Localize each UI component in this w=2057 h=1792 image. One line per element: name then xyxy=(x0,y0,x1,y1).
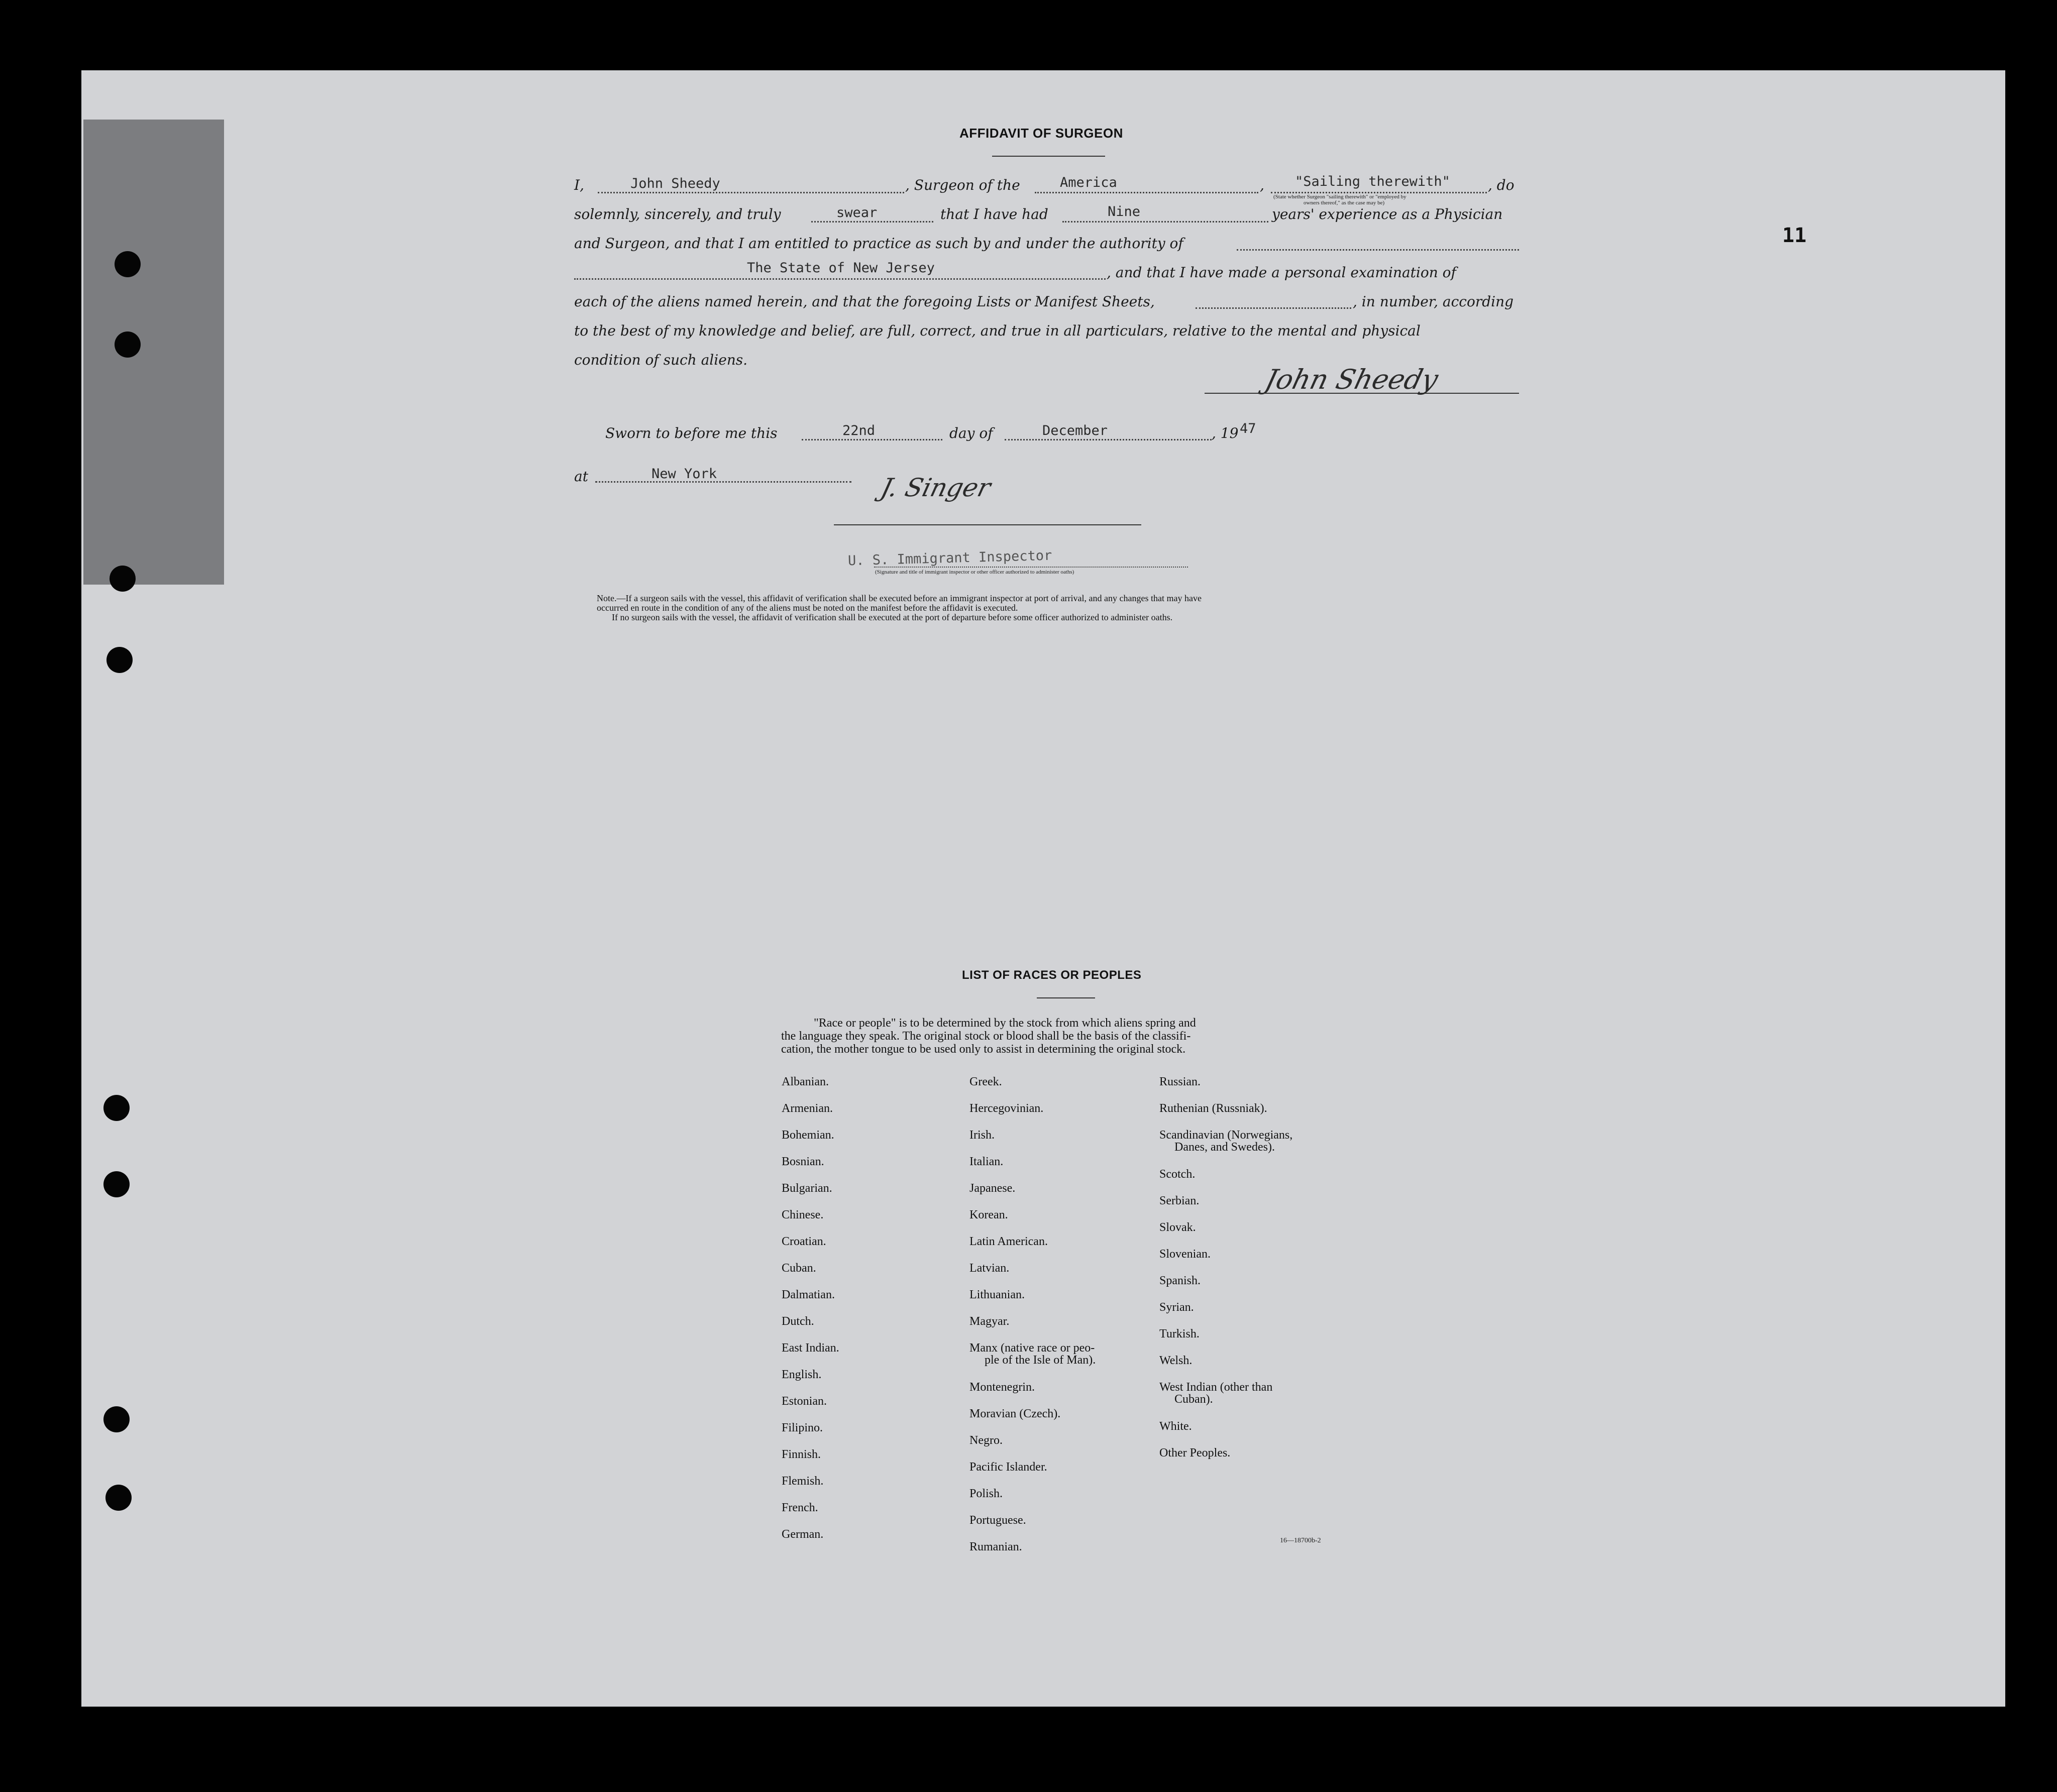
text-do: , do xyxy=(1488,177,1514,193)
text-condition: condition of such aliens. xyxy=(574,352,748,368)
oath-line xyxy=(811,221,933,222)
race-item: French. xyxy=(782,1501,818,1514)
oath-value: swear xyxy=(836,205,878,220)
page-number: 11 xyxy=(1782,224,1807,247)
race-item: Irish. xyxy=(969,1129,995,1142)
authority-line-2 xyxy=(574,278,1106,280)
sworn-day-line xyxy=(802,439,942,440)
sheets-number-line xyxy=(1196,307,1351,309)
text-best-knowledge: to the best of my knowledge and belief, are full, correct, and true in all particulars, relative to the mental and physical xyxy=(574,322,1421,339)
text-i: I, xyxy=(574,177,584,193)
vessel-line xyxy=(1035,192,1258,193)
race-item: Welsh. xyxy=(1159,1354,1193,1367)
race-item: Filipino. xyxy=(782,1421,823,1434)
surgeon-signature: John Sheedy xyxy=(1262,364,1442,395)
binding-hole xyxy=(103,1171,130,1197)
race-item: Syrian. xyxy=(1159,1301,1194,1314)
inspector-note: (Signature and title of immigrant inspector or other officer authorized to administer oaths) xyxy=(875,569,1074,575)
capacity-value: "Sailing therewith" xyxy=(1295,174,1450,189)
races-column-2 xyxy=(969,1076,1160,1567)
inspector-title-value: U. S. Immigrant Inspector xyxy=(847,547,1052,569)
race-item: Slovenian. xyxy=(1159,1248,1211,1261)
sworn-day-value: 22nd xyxy=(842,423,876,438)
race-item: Moravian (Czech). xyxy=(969,1407,1061,1420)
title-underline xyxy=(992,156,1105,157)
binding-tab xyxy=(83,120,224,585)
text-year-prefix: , 19 xyxy=(1212,425,1239,441)
race-item: Pacific Islander. xyxy=(969,1461,1047,1474)
race-item: Cuban. xyxy=(782,1262,816,1275)
inspector-signature: J. Singer xyxy=(878,473,994,502)
race-item: Spanish. xyxy=(1159,1274,1201,1287)
text-sworn: Sworn to before me this xyxy=(605,425,778,441)
race-item: English. xyxy=(782,1368,822,1381)
vessel-value: America xyxy=(1060,175,1117,190)
race-item: Scotch. xyxy=(1159,1168,1196,1181)
sworn-month-value: December xyxy=(1042,423,1108,438)
race-item: Slovak. xyxy=(1159,1221,1196,1234)
race-item: Greek. xyxy=(969,1075,1002,1088)
binding-hole xyxy=(115,251,141,277)
race-item: White. xyxy=(1159,1420,1192,1433)
race-item: Albanian. xyxy=(782,1075,829,1088)
surgeon-name-value: John Sheedy xyxy=(630,176,720,191)
race-item: Rumanian. xyxy=(969,1540,1022,1553)
race-item: Montenegrin. xyxy=(969,1381,1035,1394)
binding-hole xyxy=(115,331,141,358)
race-item: Serbian. xyxy=(1159,1194,1200,1207)
race-item: Scandinavian (Norwegians, Danes, and Swedes). xyxy=(1159,1129,1293,1154)
race-item: Ruthenian (Russniak). xyxy=(1159,1102,1267,1115)
race-item: Armenian. xyxy=(782,1102,833,1115)
race-item: Korean. xyxy=(969,1208,1008,1221)
race-item: Polish. xyxy=(969,1487,1003,1500)
race-item: Bulgarian. xyxy=(782,1182,832,1195)
binding-hole xyxy=(103,1406,130,1432)
sworn-place-value: New York xyxy=(652,466,717,482)
race-item: Latin American. xyxy=(969,1235,1048,1248)
sworn-place-line xyxy=(595,481,851,483)
race-item: Bohemian. xyxy=(782,1129,834,1142)
races-title-underline xyxy=(1037,997,1095,998)
sworn-month-line xyxy=(1005,439,1212,440)
text-solemnly: solemnly, sincerely, and truly xyxy=(574,206,781,222)
race-item: Lithuanian. xyxy=(969,1288,1025,1301)
sworn-year-value: 47 xyxy=(1240,421,1256,436)
race-item: Hercegovinian. xyxy=(969,1102,1044,1115)
race-item: Negro. xyxy=(969,1434,1003,1447)
years-value: Nine xyxy=(1108,204,1141,219)
race-item: Italian. xyxy=(969,1155,1004,1168)
affidavit-title: AFFIDAVIT OF SURGEON xyxy=(959,126,1123,141)
race-item: Japanese. xyxy=(969,1182,1016,1195)
binding-hole xyxy=(105,1485,132,1511)
race-item: Finnish. xyxy=(782,1448,821,1461)
race-item: Other Peoples. xyxy=(1159,1446,1231,1460)
races-intro: "Race or people" is to be determined by the stock from which aliens spring and the language they speak. The original stock or blood shall be the basis of the classifi- cation, the mother tongue to be used only to assist in determining the original stock. xyxy=(781,1017,1196,1056)
binding-hole xyxy=(106,647,133,673)
race-item: Magyar. xyxy=(969,1315,1010,1328)
form-number: 16—18700b-2 xyxy=(1280,1537,1321,1544)
races-column-3 xyxy=(1159,1076,1350,1474)
race-item: Bosnian. xyxy=(782,1155,824,1168)
race-item: Flemish. xyxy=(782,1475,824,1488)
years-line xyxy=(1062,221,1268,222)
binding-hole xyxy=(103,1095,130,1121)
authority-value: The State of New Jersey xyxy=(747,260,935,276)
text-that-i-have-had: that I have had xyxy=(940,206,1048,222)
race-item: West Indian (other than Cuban). xyxy=(1159,1381,1273,1406)
affidavit-note: Note.—If a surgeon sails with the vessel, this affidavit of verification shall be executed before an immigrant inspector at port of arrival, and any changes that may have occurred en route in the condition of any of the aliens must be noted on the manifest before the affidavit is executed. If no surgeon sails with the vessel, the affidavit of verification shall be executed at the port of departure before some officer authorized to administer oaths. xyxy=(597,593,1202,622)
race-item: East Indian. xyxy=(782,1341,839,1355)
text-at: at xyxy=(574,468,588,485)
binding-hole xyxy=(110,566,136,592)
text-in-number: , in number, according xyxy=(1353,293,1514,310)
race-item: Turkish. xyxy=(1159,1327,1200,1340)
races-column-1 xyxy=(782,1076,972,1555)
race-item: Manx (native race or peo- ple of the Isle of Man). xyxy=(969,1341,1096,1367)
race-item: Dutch. xyxy=(782,1315,814,1328)
text-and-surgeon: and Surgeon, and that I am entitled to practice as such by and under the authority of xyxy=(574,235,1183,252)
text-day-of: day of xyxy=(949,425,993,441)
race-item: Portuguese. xyxy=(969,1514,1026,1527)
text-surgeon-of: , Surgeon of the xyxy=(905,177,1020,193)
inspector-title-line xyxy=(874,567,1188,568)
text-comma: , xyxy=(1260,177,1264,193)
race-item: Russian. xyxy=(1159,1075,1201,1088)
text-each-of-aliens: each of the aliens named herein, and that the foregoing Lists or Manifest Sheets, xyxy=(574,293,1155,310)
text-personal-exam: , and that I have made a personal examination of xyxy=(1107,264,1456,281)
capacity-note: (State whether Surgeon "sailing therewith" or "employed by owners thereof," as the case may be) xyxy=(1273,194,1406,206)
race-item: Croatian. xyxy=(782,1235,826,1248)
inspector-signature-line xyxy=(834,524,1141,525)
surgeon-name-line xyxy=(598,192,904,193)
race-item: Chinese. xyxy=(782,1208,824,1221)
race-item: Estonian. xyxy=(782,1395,827,1408)
races-title: LIST OF RACES OR PEOPLES xyxy=(962,968,1142,982)
race-item: Dalmatian. xyxy=(782,1288,835,1301)
text-years-experience: years' experience as a Physician xyxy=(1272,206,1503,222)
race-item: Latvian. xyxy=(969,1262,1010,1275)
capacity-line xyxy=(1271,192,1487,193)
authority-line-1 xyxy=(1237,249,1519,251)
race-item: German. xyxy=(782,1528,824,1541)
